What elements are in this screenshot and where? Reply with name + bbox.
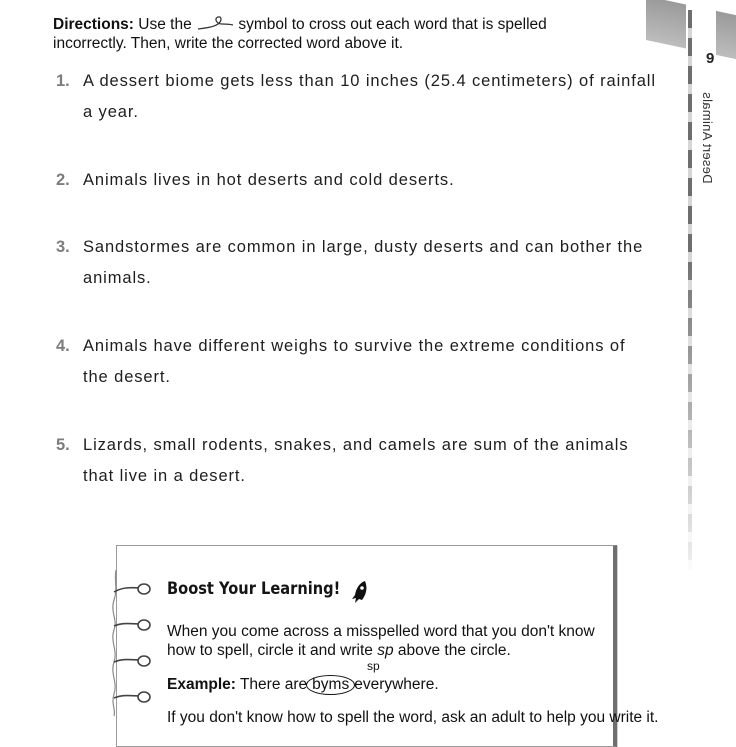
item-text: Sandstormes are common in large, dusty deserts and can bother the animals.: [83, 238, 644, 287]
sp-mark: sp: [367, 659, 380, 673]
side-tab-label: Desert Animals: [700, 92, 715, 184]
item-text: Animals lives in hot deserts and cold deserts.: [83, 171, 455, 189]
boost-example: sp Example: There are byms everywhere.: [167, 659, 439, 693]
delete-mark-icon: [196, 15, 234, 31]
item-number: 4.: [56, 337, 70, 355]
example-label: Example:: [167, 676, 236, 693]
item-text: Animals have different weighs to survive the extreme conditions of the desert.: [83, 337, 626, 386]
item-text: A dessert biome gets less than 10 inches (25.4 centimeters) of rainfall a year.: [83, 72, 656, 121]
boost-title: Boost Your Learning!: [167, 579, 341, 599]
notebook-rings-decoration: [104, 570, 154, 716]
boost-your-learning-box: [116, 545, 659, 747]
sentence-item-2[interactable]: [56, 165, 656, 196]
rocket-icon: [350, 580, 370, 604]
item-number: 1.: [56, 72, 70, 90]
item-number: 2.: [56, 171, 70, 189]
boost-cut-off-line: If you don't know how to spell the word, ask an adult to help you write it.: [167, 709, 659, 726]
directions: Directions: Use the symbol to cross out each word that is spelled incorrectly. Then, write the corrected word above it.: [53, 16, 547, 52]
sentence-item-3[interactable]: [56, 232, 656, 294]
item-number: 3.: [56, 238, 70, 256]
sentence-item-4[interactable]: [56, 331, 656, 393]
circled-word: byms: [308, 676, 353, 694]
sentence-item-1[interactable]: [56, 66, 656, 128]
sentence-item-5[interactable]: [56, 430, 656, 492]
side-tab-mark: 9: [706, 50, 715, 67]
item-text: Lizards, small rodents, snakes, and camels are sum of the animals that live in a desert.: [83, 436, 629, 485]
boost-body: When you come across a misspelled word that you don't know how to spell, circle it and write sp above the circle.: [167, 623, 595, 659]
item-number: 5.: [56, 436, 70, 454]
directions-line-2: incorrectly. Then, write the corrected word above it.: [53, 35, 404, 52]
directions-label: Directions:: [53, 16, 134, 33]
